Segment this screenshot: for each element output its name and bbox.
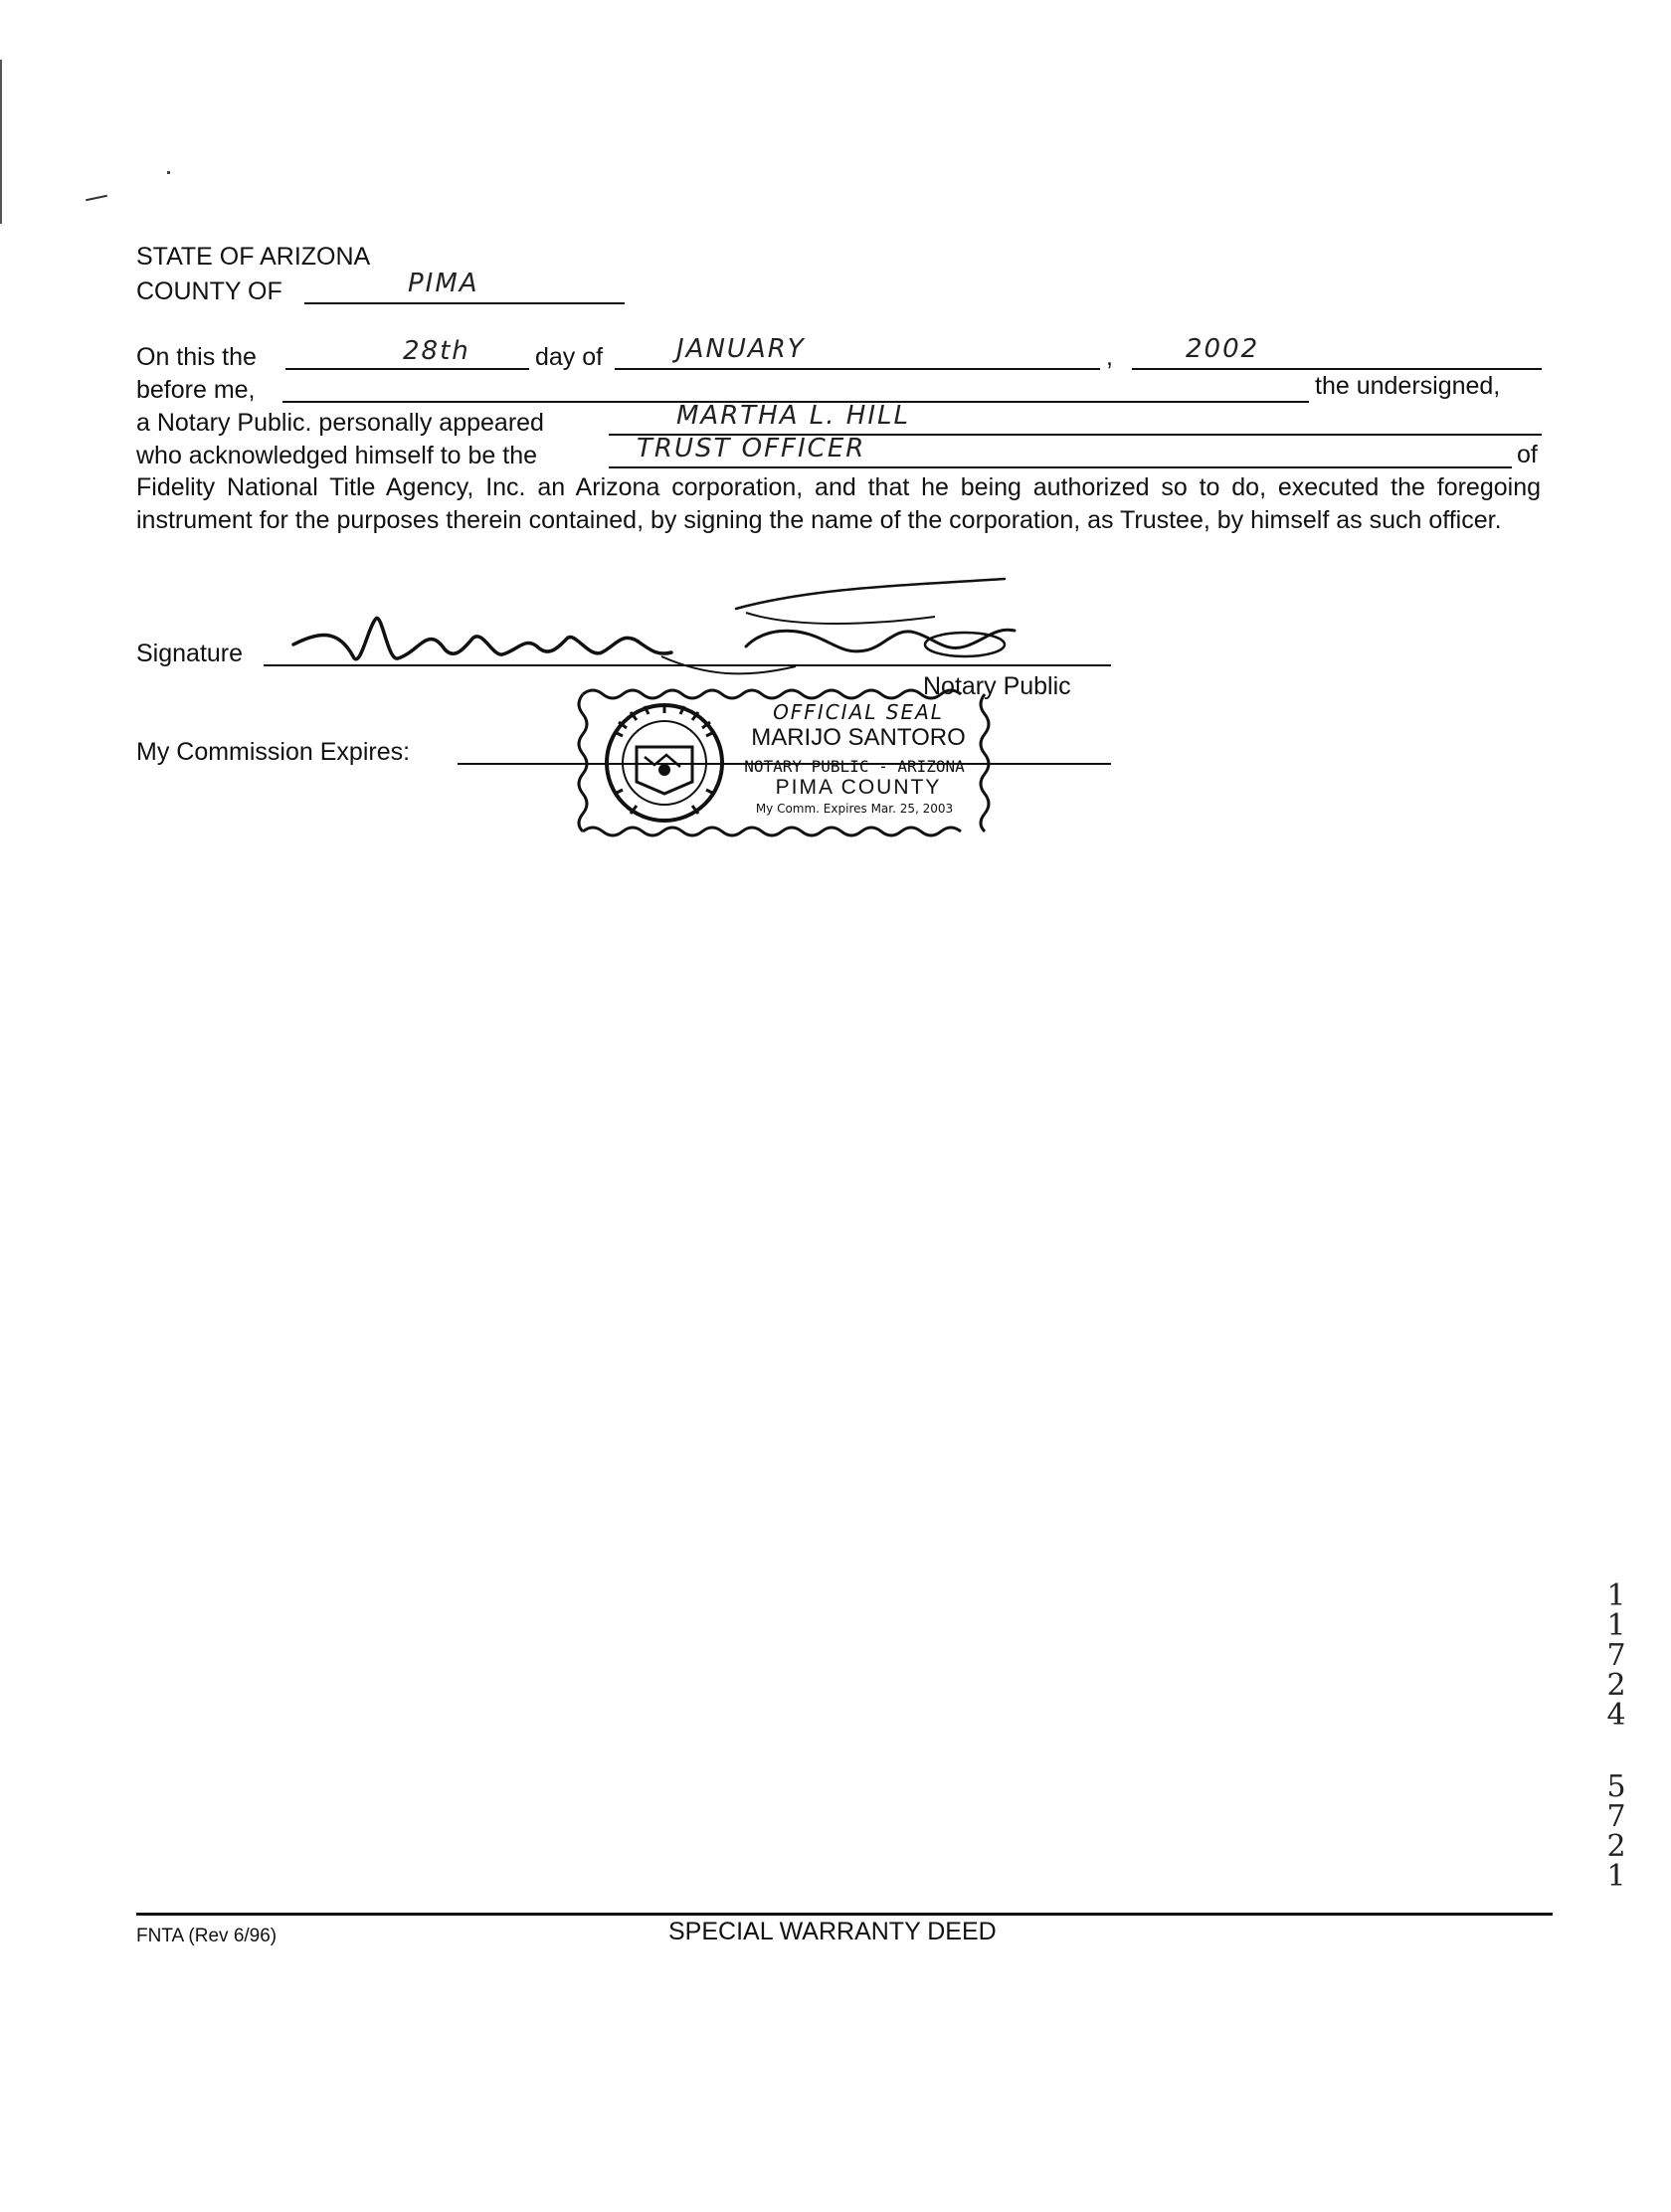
side-digit: 1 [1606, 1608, 1626, 1643]
official-seal-stamp [575, 682, 993, 841]
side-digit: 2 [1606, 1829, 1626, 1864]
appeared-name-handwritten: MARTHA L. HILL [676, 401, 910, 431]
footer-form-id: FNTA (Rev 6/96) [136, 1926, 278, 1946]
side-digit: 2 [1606, 1668, 1626, 1703]
side-digit: 1 [1606, 1859, 1626, 1894]
scan-speck [86, 195, 107, 202]
side-digit: 4 [1606, 1698, 1626, 1733]
seal-name: MARIJO SANTORO [751, 724, 966, 751]
acknowledged-label: who acknowledged himself to be the [136, 442, 538, 469]
year-handwritten: 2002 [1186, 334, 1260, 364]
before-me-label: before me, [136, 376, 256, 404]
year-underline [1132, 368, 1542, 370]
county-label: COUNTY OF [136, 277, 282, 305]
scan-dot [167, 171, 170, 174]
seal-title: OFFICIAL SEAL [773, 700, 944, 724]
county-underline [304, 302, 625, 304]
notary-public-label: Notary Public [923, 672, 1071, 700]
undersigned-label: the undersigned, [1315, 372, 1501, 400]
month-underline [615, 368, 1100, 370]
seal-line-county: PIMA COUNTY [775, 776, 942, 799]
footer-rule [136, 1913, 1553, 1916]
of-label: of [1517, 441, 1538, 468]
seal-line-notary: NOTARY PUBLIC - ARIZONA [744, 757, 965, 776]
personally-appeared-label: a Notary Public. personally appeared [136, 409, 544, 437]
commission-expires-label: My Commission Expires: [136, 738, 411, 766]
day-handwritten: 28th [403, 336, 470, 366]
signature-label: Signature [136, 640, 244, 667]
side-digit: 5 [1606, 1769, 1626, 1804]
seal-line-expires: My Comm. Expires Mar. 25, 2003 [755, 802, 954, 816]
on-this-the-label: On this the [136, 343, 257, 371]
comma: , [1106, 343, 1113, 371]
day-underline [285, 368, 529, 370]
scan-edge-mark [0, 60, 2, 224]
month-handwritten: JANUARY [676, 334, 806, 364]
side-digit: 7 [1606, 1638, 1626, 1673]
side-digit: 7 [1606, 1799, 1626, 1834]
acknowledgment-body: Fidelity National Title Agency, Inc. an Arizona corporation, and that he being authorized so to do, executed the foregoing instrument for the purposes therein contained, by signing the name of the corporation, as Trustee, by himself as such officer. [136, 473, 1541, 534]
officer-underline [609, 466, 1512, 468]
state-line: STATE OF ARIZONA [136, 243, 371, 271]
side-digit: 1 [1606, 1578, 1626, 1613]
footer-doc-title: SPECIAL WARRANTY DEED [668, 1918, 997, 1945]
county-handwritten: PIMA [408, 269, 479, 298]
notary-signature [278, 567, 1074, 686]
side-number-group-1 [1601, 1578, 1631, 1733]
side-number-group-2 [1601, 1769, 1631, 1894]
officer-title-handwritten: TRUST OFFICER [637, 434, 866, 463]
day-of-label: day of [535, 343, 604, 371]
